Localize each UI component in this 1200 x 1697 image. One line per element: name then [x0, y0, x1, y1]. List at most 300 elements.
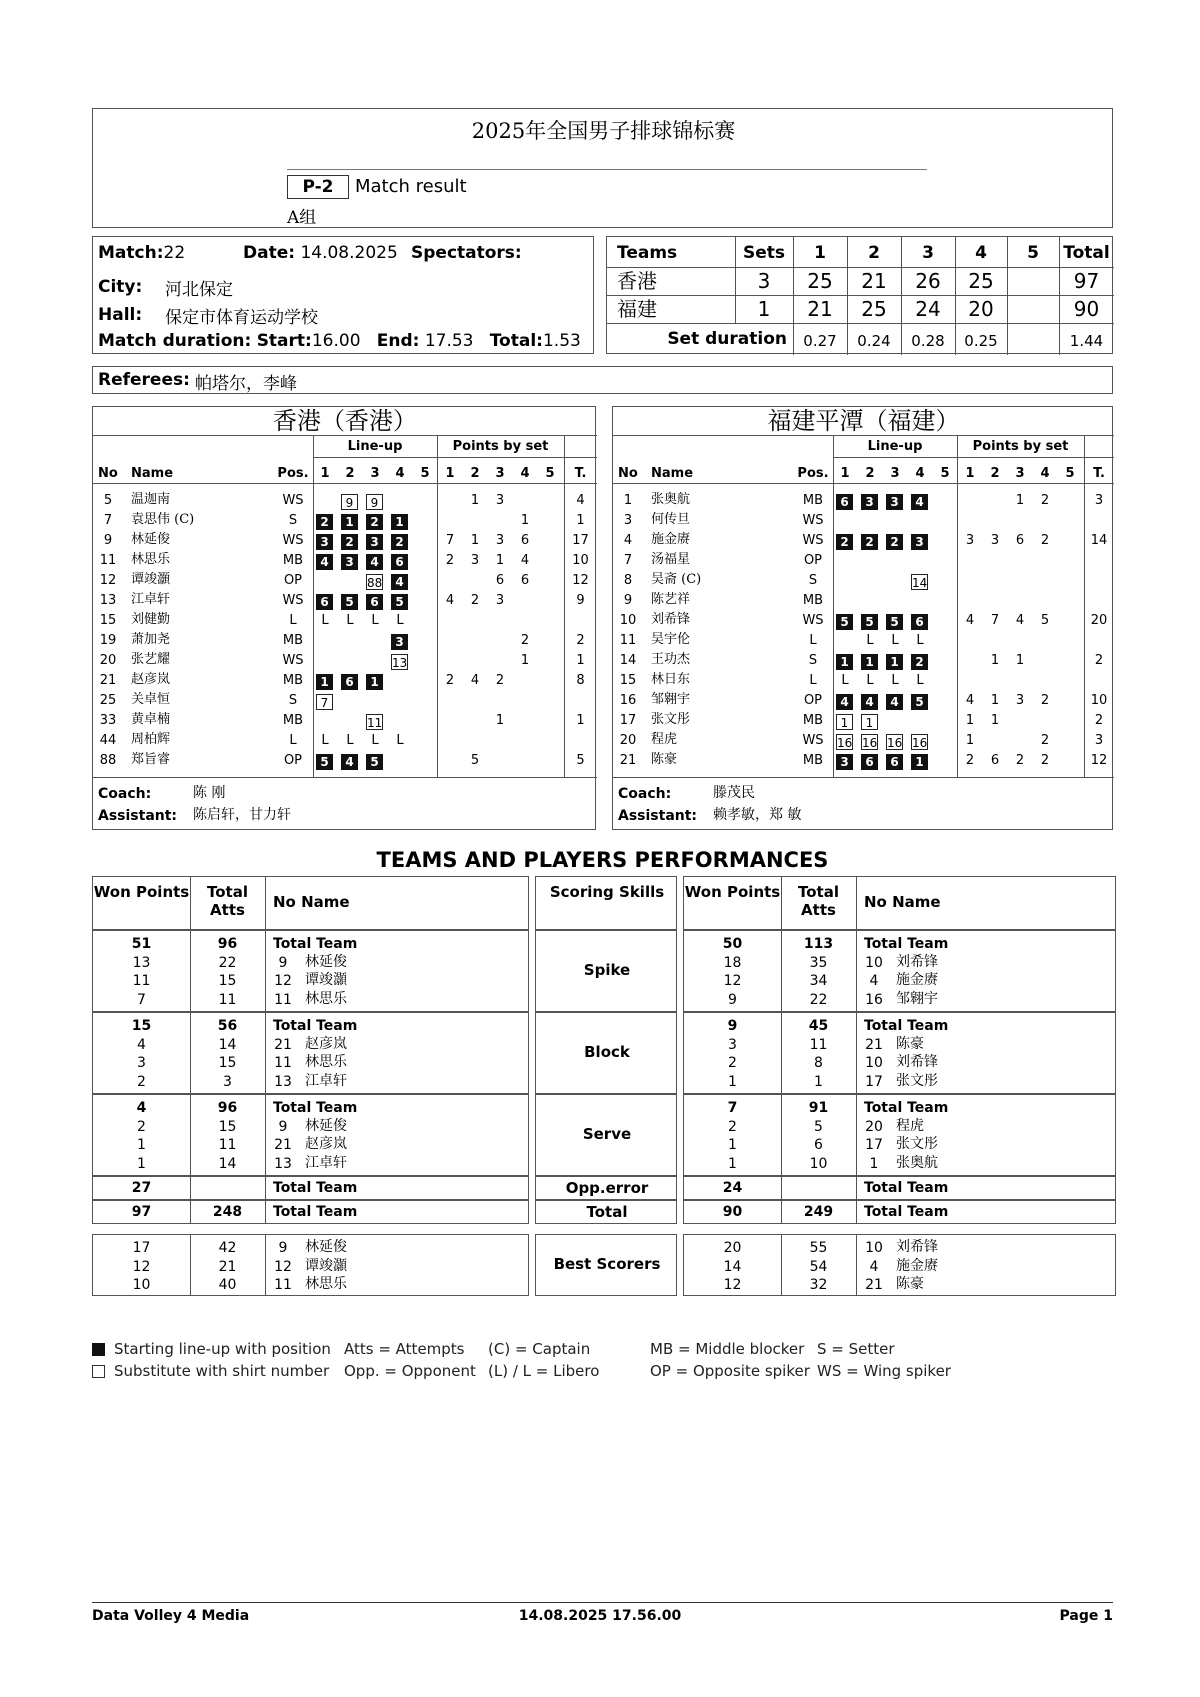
- score-team-name: 福建: [617, 297, 657, 321]
- player-row: [613, 511, 1114, 531]
- player-row: [93, 631, 597, 651]
- starting-position-square: 4: [886, 694, 903, 710]
- won-points-value: 12: [723, 1277, 742, 1293]
- perf-col-line: [856, 1235, 857, 1295]
- perf-section-right: [683, 930, 1116, 1012]
- lineup-cell: [391, 533, 408, 551]
- player-number: 7: [623, 553, 633, 568]
- lineup-cell: [366, 513, 383, 531]
- player-position: WS: [282, 593, 304, 608]
- player-name: 林思乐: [305, 1276, 347, 1292]
- player-position: WS: [282, 533, 304, 548]
- perf-col-line: [781, 1177, 782, 1199]
- player-number: 20: [619, 733, 637, 748]
- player-name: 刘健勤: [131, 612, 171, 627]
- starting-position-square: 1: [836, 654, 853, 670]
- score-header: 2: [868, 243, 880, 263]
- libero-marker: L: [371, 733, 379, 748]
- player-total: 1: [576, 653, 585, 668]
- perf-col-line: [265, 1201, 266, 1223]
- player-shirt-no: 11: [274, 1055, 292, 1071]
- player-name: 谭竣灝: [131, 572, 171, 587]
- group-label: A组: [287, 208, 317, 228]
- player-position: MB: [282, 713, 304, 728]
- won-points-value: 10: [132, 1277, 151, 1293]
- player-name: 林延俊: [305, 1239, 347, 1255]
- player-number: 4: [623, 533, 633, 548]
- no-name-header: No Name: [864, 893, 941, 911]
- set-points: 3: [495, 533, 505, 548]
- player-number: 15: [619, 673, 637, 688]
- legend-substitute: Substitute with shirt number: [114, 1362, 330, 1380]
- points-set-header: 2: [470, 466, 480, 481]
- starting-position-square: 1: [861, 654, 878, 670]
- score-header: 1: [814, 243, 826, 263]
- lineup-cell: [861, 493, 878, 511]
- player-number: 21: [99, 673, 117, 688]
- total-atts-value: 34: [809, 973, 828, 989]
- total-team-label: Total Team: [864, 1180, 949, 1196]
- won-points-value: 11: [132, 973, 151, 989]
- score-set-points: 21: [861, 269, 887, 293]
- player-name: 林延俊: [305, 953, 347, 970]
- substitute-number-square: 88: [367, 575, 383, 590]
- pos-header: Pos.: [797, 466, 829, 481]
- player-number: 11: [99, 553, 117, 568]
- perf-col-line: [265, 1235, 266, 1295]
- player-name: 汤福星: [651, 552, 691, 567]
- scoring-skills-header: Scoring Skills: [549, 883, 665, 901]
- set-points: 6: [520, 533, 530, 548]
- player-number: 9: [623, 593, 633, 608]
- best-scorers-skill: [535, 1234, 677, 1296]
- perf-opp_error-right: [683, 1176, 1116, 1200]
- player-total: 10: [1090, 693, 1108, 708]
- referees-box: [92, 366, 1113, 394]
- lineup-cell: [861, 653, 878, 671]
- set-duration-value: 0.25: [964, 332, 998, 350]
- player-number: 44: [99, 733, 117, 748]
- score-total-points: 97: [1073, 269, 1100, 293]
- lineup-cell: [836, 693, 853, 711]
- player-name: 张文彤: [896, 1072, 938, 1089]
- match-line: [98, 243, 185, 263]
- set-points: 2: [1040, 733, 1050, 748]
- player-row: [93, 671, 597, 691]
- player-total: 4: [576, 493, 585, 508]
- player-total: 1: [576, 513, 585, 528]
- player-row: [613, 491, 1114, 511]
- libero-marker: L: [346, 613, 354, 628]
- player-total: 1: [576, 713, 585, 728]
- player-row: [93, 551, 597, 571]
- panel-subhead-rule: [313, 457, 597, 458]
- score-set-points: 21: [807, 297, 833, 321]
- lineup-cell: [886, 693, 903, 711]
- starting-position-square: 4: [391, 574, 408, 590]
- starting-position-square: 2: [861, 534, 878, 550]
- set-points: 1: [470, 493, 480, 508]
- player-row: [613, 651, 1114, 671]
- player-name: 刘希锋: [896, 1054, 938, 1070]
- lineup-cell: [861, 733, 878, 751]
- player-position: L: [289, 613, 297, 628]
- player-position: MB: [802, 593, 824, 608]
- score-set-points: 25: [807, 269, 833, 293]
- player-position: S: [808, 573, 818, 588]
- player-row: [93, 711, 597, 731]
- player-position: L: [809, 633, 817, 648]
- total-atts-value: 11: [218, 991, 237, 1008]
- lineup-cell: [341, 553, 358, 571]
- set-points: 3: [965, 533, 975, 548]
- player-row: [93, 511, 597, 531]
- lineup-cell: [911, 733, 928, 751]
- player-row: [93, 651, 597, 671]
- set-points: 4: [1015, 613, 1025, 628]
- perf-section-left: [92, 1012, 529, 1094]
- set-points: 3: [1015, 693, 1025, 708]
- lineup-cell: [316, 753, 333, 771]
- player-name: 谭竣灝: [305, 972, 347, 988]
- won-points-header: Won Points: [93, 883, 190, 901]
- set-points: 1: [1015, 653, 1025, 668]
- best-scorers-right: [683, 1234, 1116, 1296]
- score-row-line: [607, 267, 1114, 268]
- set-points: 1: [990, 713, 1000, 728]
- player-name: 程虎: [651, 732, 678, 747]
- lineup-cell: [366, 713, 383, 731]
- title-underline: [287, 169, 927, 170]
- player-row: [613, 631, 1114, 651]
- player-name: 施金赓: [651, 532, 691, 547]
- player-number: 25: [99, 693, 117, 708]
- player-name: 施金赓: [896, 1257, 938, 1274]
- set-points: 1: [990, 693, 1000, 708]
- points-set-header: 4: [1040, 466, 1050, 481]
- player-position: MB: [802, 753, 824, 768]
- player-position: OP: [803, 553, 823, 568]
- end-label: End:: [376, 331, 420, 351]
- libero-marker: L: [866, 673, 874, 688]
- player-number: 5: [103, 493, 113, 508]
- panel-foot-rule: [613, 777, 1114, 778]
- total-team-label: Total Team: [273, 1100, 358, 1116]
- lineup-cell: [911, 653, 928, 671]
- player-row: [613, 551, 1114, 571]
- set-points: 5: [1040, 613, 1050, 628]
- duration-label: Match duration:: [98, 331, 252, 351]
- pos-header: Pos.: [277, 466, 309, 481]
- lineup-set-header: 2: [865, 466, 875, 481]
- player-position: OP: [283, 753, 303, 768]
- won-points-value: 7: [727, 1100, 738, 1116]
- player-total: 2: [576, 633, 585, 648]
- player-position: WS: [802, 733, 824, 748]
- points-set-header: 4: [520, 466, 530, 481]
- player-name: 邹翱宇: [896, 990, 938, 1007]
- starting-position-square: 3: [341, 554, 358, 570]
- player-total: 10: [572, 553, 589, 568]
- perf-section-right: [683, 1012, 1116, 1094]
- player-name: 陈豪: [896, 1276, 924, 1292]
- set-duration-value: 0.28: [911, 332, 945, 350]
- perf-col-line: [856, 1095, 857, 1175]
- set-points: 2: [445, 673, 455, 688]
- player-total: 2: [1094, 713, 1104, 728]
- player-position: S: [288, 693, 298, 708]
- lineup-cell: [886, 613, 903, 631]
- lineup-cell: [316, 533, 333, 551]
- player-shirt-no: 20: [865, 1118, 883, 1135]
- starting-position-square: 4: [861, 694, 878, 710]
- lineup-cell: [316, 673, 333, 691]
- name-header: Name: [651, 466, 694, 481]
- player-number: 17: [619, 713, 637, 728]
- total-team-label: Total Team: [273, 936, 358, 952]
- points-by-set-header: Points by set: [972, 439, 1069, 454]
- total-atts-header: Total Atts: [207, 883, 248, 919]
- lineup-cell: [316, 593, 333, 611]
- lineup-panel-home: [92, 406, 596, 830]
- panel-head-rule: [93, 483, 597, 484]
- perf-section-right: [683, 1094, 1116, 1176]
- score-row-line: [607, 295, 1114, 296]
- total-atts-value: 113: [803, 936, 834, 952]
- player-position: L: [809, 673, 817, 688]
- starting-position-square: 4: [341, 754, 358, 770]
- player-position: WS: [802, 613, 824, 628]
- won-points-value: 12: [723, 973, 742, 989]
- lineup-set-header: 1: [840, 466, 850, 481]
- coach-label: Coach:: [98, 786, 152, 802]
- player-row: [613, 591, 1114, 611]
- score-set-points: 26: [915, 269, 941, 293]
- perf-total-skill: [535, 1200, 677, 1224]
- lineup-cell: [836, 493, 853, 511]
- set-points: 4: [520, 553, 530, 568]
- total-atts-value: 10: [809, 1155, 828, 1172]
- points-set-header: 2: [990, 466, 1000, 481]
- player-name: 林思乐: [305, 990, 347, 1007]
- perf-section-left: [92, 930, 529, 1012]
- lineup-cell: [911, 573, 928, 591]
- perf-opp_error-left: [92, 1176, 529, 1200]
- coach-name: 滕茂民: [713, 785, 755, 801]
- won-points-value: 27: [131, 1180, 152, 1196]
- player-row: [93, 731, 597, 751]
- libero-marker: L: [866, 633, 874, 648]
- player-shirt-no: 21: [865, 1036, 883, 1053]
- perf-col-line: [265, 1013, 266, 1093]
- player-position: MB: [282, 553, 304, 568]
- player-row: [93, 591, 597, 611]
- total-atts-value: 91: [808, 1100, 829, 1116]
- player-name: 关卓恒: [131, 692, 171, 707]
- lineup-set-header: 3: [370, 466, 380, 481]
- player-position: L: [289, 733, 297, 748]
- libero-marker: L: [346, 733, 354, 748]
- player-row: [93, 691, 597, 711]
- player-row: [93, 751, 597, 771]
- points-set-header: 5: [1065, 466, 1075, 481]
- total-atts-value: 40: [218, 1277, 237, 1293]
- lineup-cell: [391, 593, 408, 611]
- lineup-cell: [836, 613, 853, 631]
- legend-op: OP = Opposite spiker: [650, 1362, 810, 1380]
- set-duration-value: 0.27: [803, 332, 837, 350]
- starting-position-square: 3: [391, 634, 408, 650]
- player-shirt-no: 21: [274, 1036, 292, 1053]
- player-name: 张奥航: [896, 1154, 938, 1171]
- lineup-set-header: 2: [345, 466, 355, 481]
- date-value: 14.08.2025: [300, 243, 398, 263]
- score-table: [606, 236, 1113, 354]
- lineup-cell: [861, 613, 878, 631]
- lineup-cell: [341, 513, 358, 531]
- player-name: 周柏辉: [131, 732, 171, 747]
- player-name: 谭竣灝: [305, 1257, 347, 1274]
- starting-position-square: 3: [316, 534, 333, 550]
- lineup-cell: [341, 533, 358, 551]
- libero-marker: L: [916, 633, 924, 648]
- player-shirt-no: 11: [274, 1277, 292, 1293]
- match-info-box: [92, 236, 594, 354]
- player-position: MB: [802, 713, 824, 728]
- starting-position-square: 6: [886, 754, 903, 770]
- lineup-cell: [886, 733, 903, 751]
- lineup-cell: [911, 613, 928, 631]
- player-name: 王功杰: [651, 652, 691, 667]
- city-value: 河北保定: [165, 280, 233, 300]
- footer-center: 14.08.2025 17.56.00: [518, 1608, 682, 1624]
- set-points: 1: [520, 513, 530, 528]
- won-points-value: 24: [722, 1180, 743, 1196]
- perf-opp_error-skill: [535, 1176, 677, 1200]
- player-total: 5: [576, 753, 585, 768]
- player-shirt-no: 1: [869, 1155, 879, 1172]
- total-team-label: Total Team: [864, 936, 949, 952]
- starting-position-square: 3: [836, 754, 853, 770]
- lineup-cell: [886, 653, 903, 671]
- skill-label: Total: [586, 1203, 628, 1221]
- panel-foot-rule: [93, 777, 597, 778]
- libero-marker: L: [891, 633, 899, 648]
- set-points: 2: [1040, 533, 1050, 548]
- starting-position-square: 5: [861, 614, 878, 630]
- lineup-set-header: 5: [420, 466, 430, 481]
- total-atts-value: 15: [218, 1055, 237, 1071]
- lineup-cell: [836, 653, 853, 671]
- total-header: T.: [574, 466, 587, 481]
- lineup-cell: [911, 493, 928, 511]
- lineup-cell: [836, 733, 853, 751]
- total-label: Total:: [489, 331, 543, 351]
- starting-position-square: 4: [911, 494, 928, 510]
- set-points: 3: [470, 553, 480, 568]
- starting-position-square: 2: [366, 514, 383, 530]
- player-name: 林延俊: [131, 532, 171, 547]
- set-points: 7: [445, 533, 455, 548]
- set-points: 3: [990, 533, 1000, 548]
- perf-section-skill: [535, 930, 677, 1012]
- perf-col-line: [265, 877, 266, 929]
- substitute-number-square: 13: [392, 655, 408, 670]
- set-points: 1: [965, 733, 975, 748]
- libero-marker: L: [321, 733, 329, 748]
- won-points-value: 2: [728, 1118, 737, 1135]
- player-number: 20: [99, 653, 117, 668]
- player-name: 张艺耀: [131, 652, 171, 667]
- no-header: No: [98, 466, 118, 481]
- total-atts-value: 22: [218, 954, 237, 971]
- player-name: 陈豪: [896, 1035, 924, 1052]
- set-points: 4: [445, 593, 455, 608]
- score-set-points: 25: [968, 269, 994, 293]
- end-value: 17.53: [424, 331, 474, 351]
- won-points-value: 51: [131, 936, 152, 952]
- lineup-cell: [366, 493, 383, 511]
- total-atts-value: 96: [217, 1100, 238, 1116]
- player-number: 7: [103, 513, 113, 528]
- set-points: 1: [990, 653, 1000, 668]
- starting-position-square: 5: [316, 754, 333, 770]
- set-points: 2: [1015, 753, 1025, 768]
- player-total: 17: [572, 533, 589, 548]
- won-points-header: Won Points: [684, 883, 781, 901]
- set-points: 2: [445, 553, 455, 568]
- player-total: 8: [576, 673, 585, 688]
- player-shirt-no: 16: [865, 991, 883, 1008]
- score-header: Teams: [617, 243, 678, 263]
- won-points-value: 1: [137, 1137, 146, 1153]
- libero-marker: L: [396, 613, 404, 628]
- won-points-value: 17: [132, 1240, 151, 1256]
- won-points-value: 14: [723, 1258, 742, 1275]
- player-name: 江卓轩: [131, 592, 171, 607]
- won-points-value: 1: [728, 1073, 737, 1090]
- player-name: 张奥航: [651, 492, 691, 507]
- total-team-label: Total Team: [273, 1018, 358, 1034]
- no-header: No: [618, 466, 638, 481]
- doc-code: P-2: [287, 175, 349, 199]
- player-number: 88: [99, 753, 117, 768]
- set-points: 6: [495, 573, 505, 588]
- performances-title: TEAMS AND PLAYERS PERFORMANCES: [376, 848, 829, 872]
- player-shirt-no: 17: [865, 1073, 883, 1090]
- starting-square-icon: [92, 1343, 105, 1356]
- player-row: [613, 691, 1114, 711]
- player-position: WS: [282, 653, 304, 668]
- total-atts-value: 54: [809, 1258, 828, 1275]
- lineup-cell: [886, 533, 903, 551]
- hall-label: Hall:: [98, 305, 143, 325]
- set-points: 1: [495, 553, 505, 568]
- starting-position-square: 2: [886, 534, 903, 550]
- perf-col-line: [856, 1177, 857, 1199]
- player-total: 3: [1094, 733, 1104, 748]
- player-number: 13: [99, 593, 117, 608]
- lineup-cell: [391, 653, 408, 671]
- lineup-set-header: 5: [940, 466, 950, 481]
- player-shirt-no: 11: [274, 991, 292, 1008]
- player-number: 9: [103, 533, 113, 548]
- total-atts-value: 248: [212, 1204, 243, 1220]
- lineup-cell: [316, 553, 333, 571]
- player-number: 19: [99, 633, 117, 648]
- player-position: WS: [282, 493, 304, 508]
- player-row: [613, 571, 1114, 591]
